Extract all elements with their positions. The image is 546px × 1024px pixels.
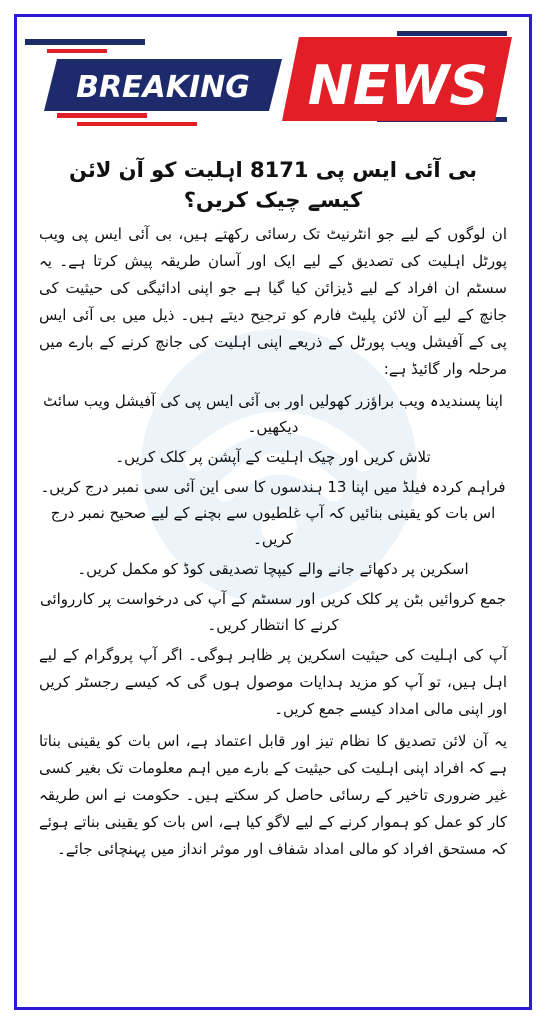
step-item: جمع کروائیں بٹن پر کلک کریں اور سسٹم کے آپ کی درخواست پر کارروائی کرنے کا انتظار کریں۔ (39, 590, 507, 634)
step-item: اسکرین پر دکھائے جانے والے کیپچا تصدیقی کوڈ کو مکمل کریں۔ (77, 560, 469, 578)
speed-line (47, 49, 107, 53)
result-paragraph: آپ کی اہلیت کی حیثیت اسکرین پر ظاہر ہوگی۔ اگر آپ پروگرام کے لیے اہل ہیں، تو آپ کو مزید ہدایات موصول ہوں گی کہ کیسے رجسٹر کریں اور اپنی مالی امداد کیسے جمع کریں۔ (39, 646, 507, 718)
conclusion-paragraph: یہ آن لائن تصدیق کا نظام تیز اور قابل اعتماد ہے، اس بات کو یقینی بناتا ہے کہ افراد اپنی اہلیت کی حیثیت کے بارے میں اہم معلومات تک بغیر کسی غیر ضروری تاخیر کے رسائی حاصل کر سکتے ہیں۔ حکومت نے اس طریقہ کار کو عمل کو ہموار کرنے کے لیے لاگو کیا ہے، اس بات کو یقینی بناتے ہوئے کہ مستحق افراد کو مالی امداد شفاف اور موثر انداز میں پہنچائی جائے۔ (39, 732, 507, 858)
step-item: اپنا پسندیدہ ویب براؤزر کھولیں اور بی آئی ایس پی کی آفیشل ویب سائٹ دیکھیں۔ (43, 392, 503, 436)
news-text: NEWS (307, 54, 489, 117)
breaking-text: BREAKING (76, 70, 250, 105)
intro-paragraph: ان لوگوں کے لیے جو انٹرنیٹ تک رسائی رکھتے ہیں، بی آئی ایس پی ویب پورٹل اہلیت کی تصدیق کے لیے ایک اور آسان طریقہ پیش کرتا ہے۔ یہ سسٹم ان افراد کے لیے ڈیزائن کیا گیا ہے جو اپنی ادائیگی کی حیثیت کی جانچ کے لیے آن لائن پلیٹ فارم کو ترجیح دیتے ہیں۔ ذیل میں بی آئی ایس پی کے آفیشل ویب پورٹل کے ذریعے اپنی اہلیت کی جانچ کرنے کے بارے میں مرحلہ وار گائیڈ ہے: (39, 225, 507, 378)
banner-graphic (17, 17, 529, 137)
speed-line (25, 39, 145, 45)
article-frame (14, 14, 532, 1010)
article-body (39, 155, 507, 868)
speed-line (397, 31, 507, 36)
article-title: بی آئی ایس پی 8171 اہلیت کو آن لائن کیسے چیک کریں؟ (68, 158, 478, 212)
breaking-news-banner (17, 17, 529, 137)
step-item: فراہم کردہ فیلڈ میں اپنا 13 ہندسوں کا سی این آئی سی نمبر درج کریں۔ اس بات کو یقینی بنائیں کہ آپ غلطیوں سے بچنے کے لیے صحیح نمبر درج کریں۔ (40, 478, 506, 548)
step-item: تلاش کریں اور چیک اہلیت کے آپشن پر کلک کریں۔ (115, 448, 431, 466)
speed-line (77, 122, 197, 126)
speed-line (57, 113, 147, 118)
